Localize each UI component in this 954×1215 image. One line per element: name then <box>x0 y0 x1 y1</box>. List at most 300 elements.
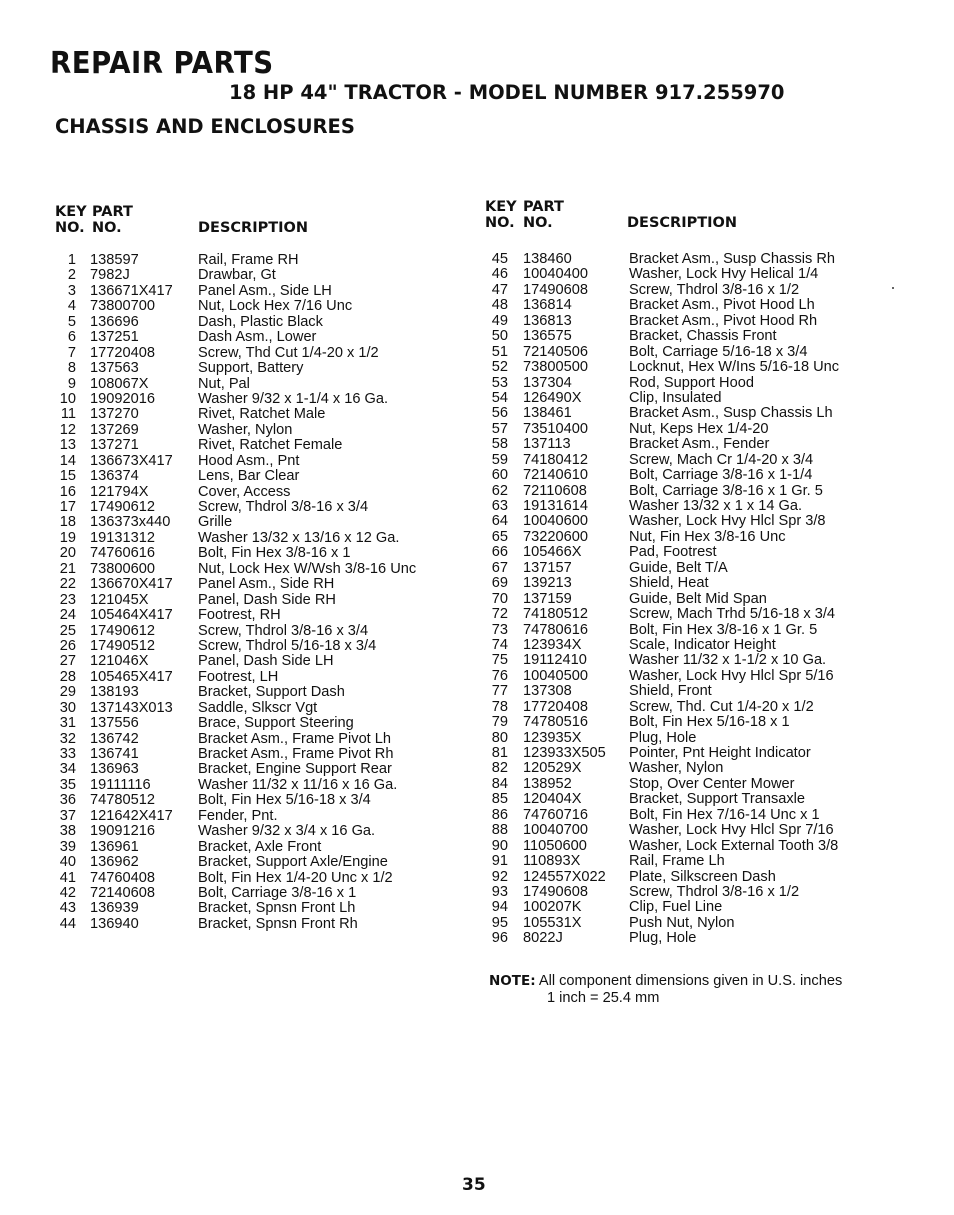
part-number: 138461 <box>523 405 572 422</box>
key-number: 67 <box>491 559 508 576</box>
part-description: Clip, Insulated <box>629 389 722 406</box>
parts-row <box>483 839 839 854</box>
part-description: Screw, Mach Trhd 5/16-18 x 3/4 <box>629 606 836 623</box>
parts-row <box>483 916 839 931</box>
parts-row <box>52 346 416 361</box>
key-number: 12 <box>59 421 76 438</box>
description-header: DESCRIPTION <box>627 215 737 231</box>
key-number: 8 <box>67 360 76 377</box>
part-number: 73800600 <box>90 560 155 577</box>
part-description: Panel, Dash Side RH <box>198 591 336 608</box>
part-description: Nut, Lock Hex W/Wsh 3/8-16 Unc <box>198 560 417 577</box>
parts-list-right <box>483 252 839 947</box>
parts-row <box>483 715 839 730</box>
key-number: 27 <box>59 653 76 670</box>
key-number: 56 <box>491 405 508 422</box>
part-description: Bracket, Support Axle/Engine <box>198 854 388 871</box>
part-number: 19131312 <box>90 529 155 546</box>
part-description: Fender, Pnt. <box>198 807 278 824</box>
parts-row <box>52 654 416 669</box>
key-number: 54 <box>491 389 508 406</box>
key-number: 24 <box>59 607 76 624</box>
part-description: Nut, Pal <box>198 375 250 392</box>
part-description: Screw, Thdrol 3/8-16 x 3/4 <box>198 499 369 515</box>
parts-row <box>483 576 839 591</box>
key-number: 45 <box>491 251 508 267</box>
part-number: 136939 <box>90 900 139 917</box>
part-number: 136741 <box>90 746 139 762</box>
key-number: 65 <box>491 528 508 545</box>
part-number: 19111116 <box>90 776 151 793</box>
part-number: 74760616 <box>90 545 155 562</box>
key-number: 35 <box>59 776 76 793</box>
part-number: 136373x440 <box>90 514 171 531</box>
part-description: Washer, Lock Hvy Hlcl Spr 5/16 <box>629 667 834 684</box>
key-number: 18 <box>59 514 76 531</box>
part-description: Brace, Support Steering <box>198 715 354 732</box>
note-conversion: 1 inch = 25.4 mm <box>547 990 660 1006</box>
part-number: 138597 <box>90 252 139 268</box>
key-number: 92 <box>491 868 508 885</box>
parts-row <box>483 314 839 329</box>
parts-row <box>52 577 416 592</box>
part-number: 138952 <box>523 775 572 792</box>
part-number: 72140608 <box>90 884 155 901</box>
part-description: Grille <box>198 514 233 531</box>
key-number: 95 <box>491 914 508 931</box>
parts-row <box>52 840 416 855</box>
part-number: 137308 <box>523 683 572 700</box>
key-number: 48 <box>491 297 508 314</box>
part-number: 17490512 <box>90 637 155 654</box>
part-description: Footrest, LH <box>198 668 279 685</box>
part-description: Panel, Dash Side LH <box>198 653 334 670</box>
part-number: 73800500 <box>523 359 588 376</box>
page-number: 35 <box>462 1175 486 1195</box>
part-number: 137269 <box>90 421 139 438</box>
part-number: 137304 <box>523 374 572 391</box>
parts-row <box>52 253 416 268</box>
parts-row <box>483 422 839 437</box>
part-description: Bracket, Spnsn Front Lh <box>198 900 356 917</box>
part-description: Washer 13/32 x 1 x 14 Ga. <box>629 498 803 514</box>
parts-row <box>483 484 839 499</box>
part-number: 11050600 <box>523 837 587 854</box>
parts-row <box>483 684 839 699</box>
part-number: 74760716 <box>523 806 588 823</box>
part-number: 72140610 <box>523 467 588 484</box>
part-description: Bracket Asm., Susp Chassis Lh <box>629 405 833 422</box>
key-number: 17 <box>59 499 76 515</box>
parts-row <box>483 376 839 391</box>
part-number: 137143X013 <box>90 699 173 716</box>
part-description: Plate, Silkscreen Dash <box>629 868 776 885</box>
parts-row <box>52 716 416 731</box>
part-description: Rod, Support Hood <box>629 374 754 391</box>
key-number: 91 <box>491 853 508 870</box>
part-number: 137157 <box>523 559 572 576</box>
key-number: 9 <box>67 375 76 392</box>
key-number: 59 <box>491 451 508 468</box>
parts-row <box>483 746 839 761</box>
part-number: 72140506 <box>523 343 588 360</box>
key-number: 76 <box>491 667 508 684</box>
parts-row <box>483 468 839 483</box>
key-number: 72 <box>491 606 508 623</box>
key-number: 25 <box>59 622 76 639</box>
part-number: 137271 <box>90 437 139 454</box>
parts-row <box>52 639 416 654</box>
part-number: 136742 <box>90 730 139 747</box>
part-number: 105531X <box>523 914 582 931</box>
key-number: 13 <box>59 437 76 454</box>
part-number: 138460 <box>523 251 572 267</box>
key-number: 78 <box>491 698 508 715</box>
parts-row <box>483 453 839 468</box>
key-number: 14 <box>59 452 76 469</box>
part-number: 137251 <box>90 329 139 346</box>
parts-row <box>483 731 839 746</box>
key-number: 42 <box>59 884 76 901</box>
part-number: 17490608 <box>523 281 588 298</box>
part-number: 120404X <box>523 791 582 808</box>
part-number: 19131614 <box>523 498 588 514</box>
key-number: 79 <box>491 714 508 731</box>
parts-row <box>483 499 839 514</box>
part-description: Bracket, Support Transaxle <box>629 791 806 808</box>
key-number: 73 <box>491 621 508 638</box>
part-description: Dash, Plastic Black <box>198 313 323 330</box>
parts-row <box>52 624 416 639</box>
part-description: Stop, Over Center Mower <box>629 775 795 792</box>
part-number: 121046X <box>90 653 149 670</box>
part-description: Bolt, Carriage 5/16-18 x 3/4 <box>629 343 808 360</box>
parts-row <box>52 732 416 747</box>
part-number: 8022J <box>523 930 563 947</box>
parts-row <box>483 792 839 807</box>
part-number: 73800700 <box>90 298 155 315</box>
part-description: Panel Asm., Side RH <box>198 576 335 593</box>
key-number: 31 <box>59 715 76 732</box>
part-description: Scale, Indicator Height <box>629 636 776 653</box>
part-number: 121642X417 <box>90 807 173 824</box>
part-number: 105464X417 <box>90 607 173 624</box>
part-number: 74780516 <box>523 714 588 731</box>
part-description: Screw, Thd. Cut 1/4-20 x 1/2 <box>629 698 814 715</box>
parts-row <box>483 885 839 900</box>
key-number: 66 <box>491 544 508 561</box>
note-text: All component dimensions given in U.S. inches <box>538 973 843 989</box>
part-number: 123933X505 <box>523 745 606 761</box>
part-number: 136961 <box>90 838 139 855</box>
parts-row <box>52 901 416 916</box>
key-number: 38 <box>59 823 76 840</box>
description-header: DESCRIPTION <box>198 220 308 236</box>
parts-row <box>52 778 416 793</box>
part-description: Shield, Front <box>629 683 712 700</box>
key-number: 52 <box>491 359 508 376</box>
part-number: 19112410 <box>523 652 587 669</box>
key-number: 47 <box>491 281 508 298</box>
part-description: Screw, Thdrol 3/8-16 x 1/2 <box>629 883 800 900</box>
key-number: 29 <box>59 684 76 701</box>
part-description: Bracket, Engine Support Rear <box>198 761 392 778</box>
part-description: Rail, Frame Lh <box>629 853 725 870</box>
parts-row <box>483 545 839 560</box>
key-number: 28 <box>59 668 76 685</box>
key-number: 46 <box>491 266 508 283</box>
part-description: Dash Asm., Lower <box>198 329 317 346</box>
part-header-line2: NO. <box>523 215 553 231</box>
part-number: 19091216 <box>90 823 155 840</box>
part-description: Bracket Asm., Frame Pivot Lh <box>198 730 392 747</box>
key-number: 16 <box>59 483 76 500</box>
part-header-line1: PART <box>523 199 564 215</box>
key-number: 36 <box>59 792 76 809</box>
part-number: 136670X417 <box>90 576 173 593</box>
model-subtitle: 18 HP 44" TRACTOR - MODEL NUMBER 917.255970 <box>229 81 785 104</box>
key-number: 82 <box>491 760 508 777</box>
part-description: Bracket Asm., Susp Chassis Rh <box>629 251 836 267</box>
key-number: 75 <box>491 652 508 669</box>
part-description: Plug, Hole <box>629 930 697 947</box>
key-number: 30 <box>59 699 76 716</box>
parts-row <box>483 607 839 622</box>
parts-row <box>52 809 416 824</box>
key-number: 86 <box>491 806 508 823</box>
part-description: Hood Asm., Pnt <box>198 452 300 469</box>
parts-row <box>483 808 839 823</box>
parts-row <box>52 855 416 870</box>
part-description: Bracket Asm., Pivot Hood Rh <box>629 312 818 329</box>
key-number: 51 <box>491 343 508 360</box>
parts-row <box>483 267 839 282</box>
part-number: 137270 <box>90 406 139 423</box>
parts-row <box>483 900 839 915</box>
part-description: Washer 11/32 x 1-1/2 x 10 Ga. <box>629 652 827 669</box>
part-description: Washer 9/32 x 3/4 x 16 Ga. <box>198 823 376 840</box>
parts-row <box>52 562 416 577</box>
parts-row <box>52 407 416 422</box>
key-header-line2: NO. <box>485 215 515 231</box>
part-number: 136575 <box>523 328 572 345</box>
parts-row <box>483 854 839 869</box>
parts-row <box>52 423 416 438</box>
key-header-line2: NO. <box>55 220 85 236</box>
note <box>489 973 843 1006</box>
parts-row <box>52 284 416 299</box>
part-description: Bracket Asm., Frame Pivot Rh <box>198 746 394 762</box>
parts-row <box>483 638 839 653</box>
parts-row <box>483 761 839 776</box>
part-number: 17490612 <box>90 499 155 515</box>
key-number: 32 <box>59 730 76 747</box>
page-title: REPAIR PARTS <box>50 46 274 81</box>
key-number: 60 <box>491 467 508 484</box>
key-number: 70 <box>491 590 508 607</box>
part-number: 72110608 <box>523 482 587 499</box>
part-description: Screw, Thdrol 3/8-16 x 1/2 <box>629 281 800 298</box>
parts-row <box>52 701 416 716</box>
part-description: Bolt, Fin Hex 1/4-20 Unc x 1/2 <box>198 869 393 886</box>
part-description: Bolt, Carriage 3/8-16 x 1 <box>198 884 357 901</box>
part-number: 74180412 <box>523 451 588 468</box>
parts-row <box>52 330 416 345</box>
key-number: 33 <box>59 746 76 762</box>
part-description: Pointer, Pnt Height Indicator <box>629 745 811 761</box>
part-description: Saddle, Slkscr Vgt <box>198 699 318 716</box>
part-number: 17490608 <box>523 883 588 900</box>
parts-row <box>483 561 839 576</box>
parts-row <box>52 685 416 700</box>
key-number: 74 <box>491 636 508 653</box>
parts-row <box>52 361 416 376</box>
parts-row <box>483 437 839 452</box>
part-description: Screw, Thdrol 3/8-16 x 3/4 <box>198 622 369 639</box>
key-number: 77 <box>491 683 508 700</box>
key-number: 64 <box>491 513 508 530</box>
part-number: 10040500 <box>523 667 588 684</box>
part-description: Cover, Access <box>198 483 291 500</box>
parts-row <box>52 670 416 685</box>
part-description: Clip, Fuel Line <box>629 899 723 916</box>
parts-row <box>52 824 416 839</box>
part-description: Shield, Heat <box>629 575 709 592</box>
part-description: Bolt, Fin Hex 7/16-14 Unc x 1 <box>629 806 820 823</box>
key-number: 11 <box>60 406 76 423</box>
part-number: 137556 <box>90 715 139 732</box>
part-description: Bracket Asm., Pivot Hood Lh <box>629 297 815 314</box>
parts-row <box>483 870 839 885</box>
part-description: Bracket, Support Dash <box>198 684 345 701</box>
key-number: 58 <box>491 436 508 453</box>
parts-row <box>483 669 839 684</box>
part-number: 74180512 <box>523 606 588 623</box>
part-description: Screw, Mach Cr 1/4-20 x 3/4 <box>629 451 814 468</box>
key-number: 22 <box>59 576 76 593</box>
parts-row <box>52 793 416 808</box>
part-description: Washer, Lock Hvy Helical 1/4 <box>629 266 819 283</box>
part-number: 74760408 <box>90 869 155 886</box>
part-description: Nut, Keps Hex 1/4-20 <box>629 420 769 437</box>
parts-row <box>483 530 839 545</box>
key-header-line1: KEY <box>485 199 517 215</box>
part-number: 136962 <box>90 854 139 871</box>
key-number: 63 <box>491 498 508 514</box>
part-number: 136673X417 <box>90 452 173 469</box>
key-number: 6 <box>67 329 76 346</box>
key-number: 53 <box>491 374 508 391</box>
parts-row <box>483 283 839 298</box>
part-number: 10040600 <box>523 513 588 530</box>
part-description: Panel Asm., Side LH <box>198 282 332 299</box>
part-description: Bracket, Spnsn Front Rh <box>198 915 358 932</box>
part-number: 136671X417 <box>90 282 173 299</box>
part-number: 10040700 <box>523 822 588 839</box>
scan-speck <box>892 287 894 289</box>
key-number: 62 <box>491 482 508 499</box>
part-description: Support, Battery <box>198 360 304 377</box>
part-number: 123935X <box>523 729 582 746</box>
part-description: Bolt, Fin Hex 3/8-16 x 1 <box>198 545 351 562</box>
parts-row <box>483 653 839 668</box>
key-header-line1: KEY <box>55 204 87 220</box>
key-number: 37 <box>59 807 76 824</box>
part-number: 17720408 <box>90 344 155 361</box>
key-number: 26 <box>59 637 76 654</box>
parts-row <box>483 406 839 421</box>
part-description: Bolt, Carriage 3/8-16 x 1 Gr. 5 <box>629 482 823 499</box>
key-number: 84 <box>491 775 508 792</box>
key-number: 94 <box>491 899 508 916</box>
key-number: 90 <box>491 837 508 854</box>
part-number: 105466X <box>523 544 582 561</box>
parts-row <box>52 886 416 901</box>
key-number: 88 <box>491 822 508 839</box>
parts-row <box>52 268 416 283</box>
parts-row <box>483 823 839 838</box>
key-number: 50 <box>491 328 508 345</box>
parts-row <box>52 500 416 515</box>
part-number: 73220600 <box>523 528 588 545</box>
key-number: 2 <box>67 267 76 284</box>
parts-row <box>483 931 839 946</box>
part-number: 136696 <box>90 313 139 330</box>
part-description: Bolt, Fin Hex 5/16-18 x 1 <box>629 714 790 731</box>
part-description: Rivet, Ratchet Female <box>198 437 343 454</box>
key-number: 19 <box>59 529 76 546</box>
key-number: 57 <box>491 420 508 437</box>
part-description: Washer, Nylon <box>629 760 724 777</box>
part-number: 110893X <box>523 853 581 870</box>
part-number: 108067X <box>90 375 149 392</box>
parts-row <box>483 514 839 529</box>
part-header-line2: NO. <box>92 220 122 236</box>
part-description: Locknut, Hex W/Ins 5/16-18 Unc <box>629 359 840 376</box>
key-number: 81 <box>491 745 508 761</box>
parts-row <box>52 469 416 484</box>
section-title: CHASSIS AND ENCLOSURES <box>55 115 355 138</box>
part-description: Bracket Asm., Fender <box>629 436 770 453</box>
parts-row <box>52 546 416 561</box>
key-number: 3 <box>67 282 76 299</box>
part-number: 74780616 <box>523 621 588 638</box>
parts-row <box>52 315 416 330</box>
part-number: 136813 <box>523 312 572 329</box>
part-description: Push Nut, Nylon <box>629 914 735 931</box>
part-number: 73510400 <box>523 420 588 437</box>
key-number: 96 <box>491 930 508 947</box>
parts-row <box>52 299 416 314</box>
part-description: Nut, Fin Hex 3/8-16 Unc <box>629 528 786 545</box>
parts-row <box>52 454 416 469</box>
parts-row <box>483 623 839 638</box>
part-description: Bracket, Axle Front <box>198 838 322 855</box>
parts-row <box>483 700 839 715</box>
key-number: 23 <box>59 591 76 608</box>
part-description: Bracket, Chassis Front <box>629 328 777 345</box>
parts-row <box>52 531 416 546</box>
parts-list-left <box>52 253 416 932</box>
part-description: Rail, Frame RH <box>198 252 299 268</box>
part-number: 136374 <box>90 468 139 485</box>
part-header-line1: PART <box>92 204 133 220</box>
parts-row <box>52 917 416 932</box>
part-number: 74780512 <box>90 792 155 809</box>
part-description: Bolt, Carriage 3/8-16 x 1-1/4 <box>629 467 813 484</box>
parts-row <box>483 360 839 375</box>
part-number: 137113 <box>523 436 571 453</box>
